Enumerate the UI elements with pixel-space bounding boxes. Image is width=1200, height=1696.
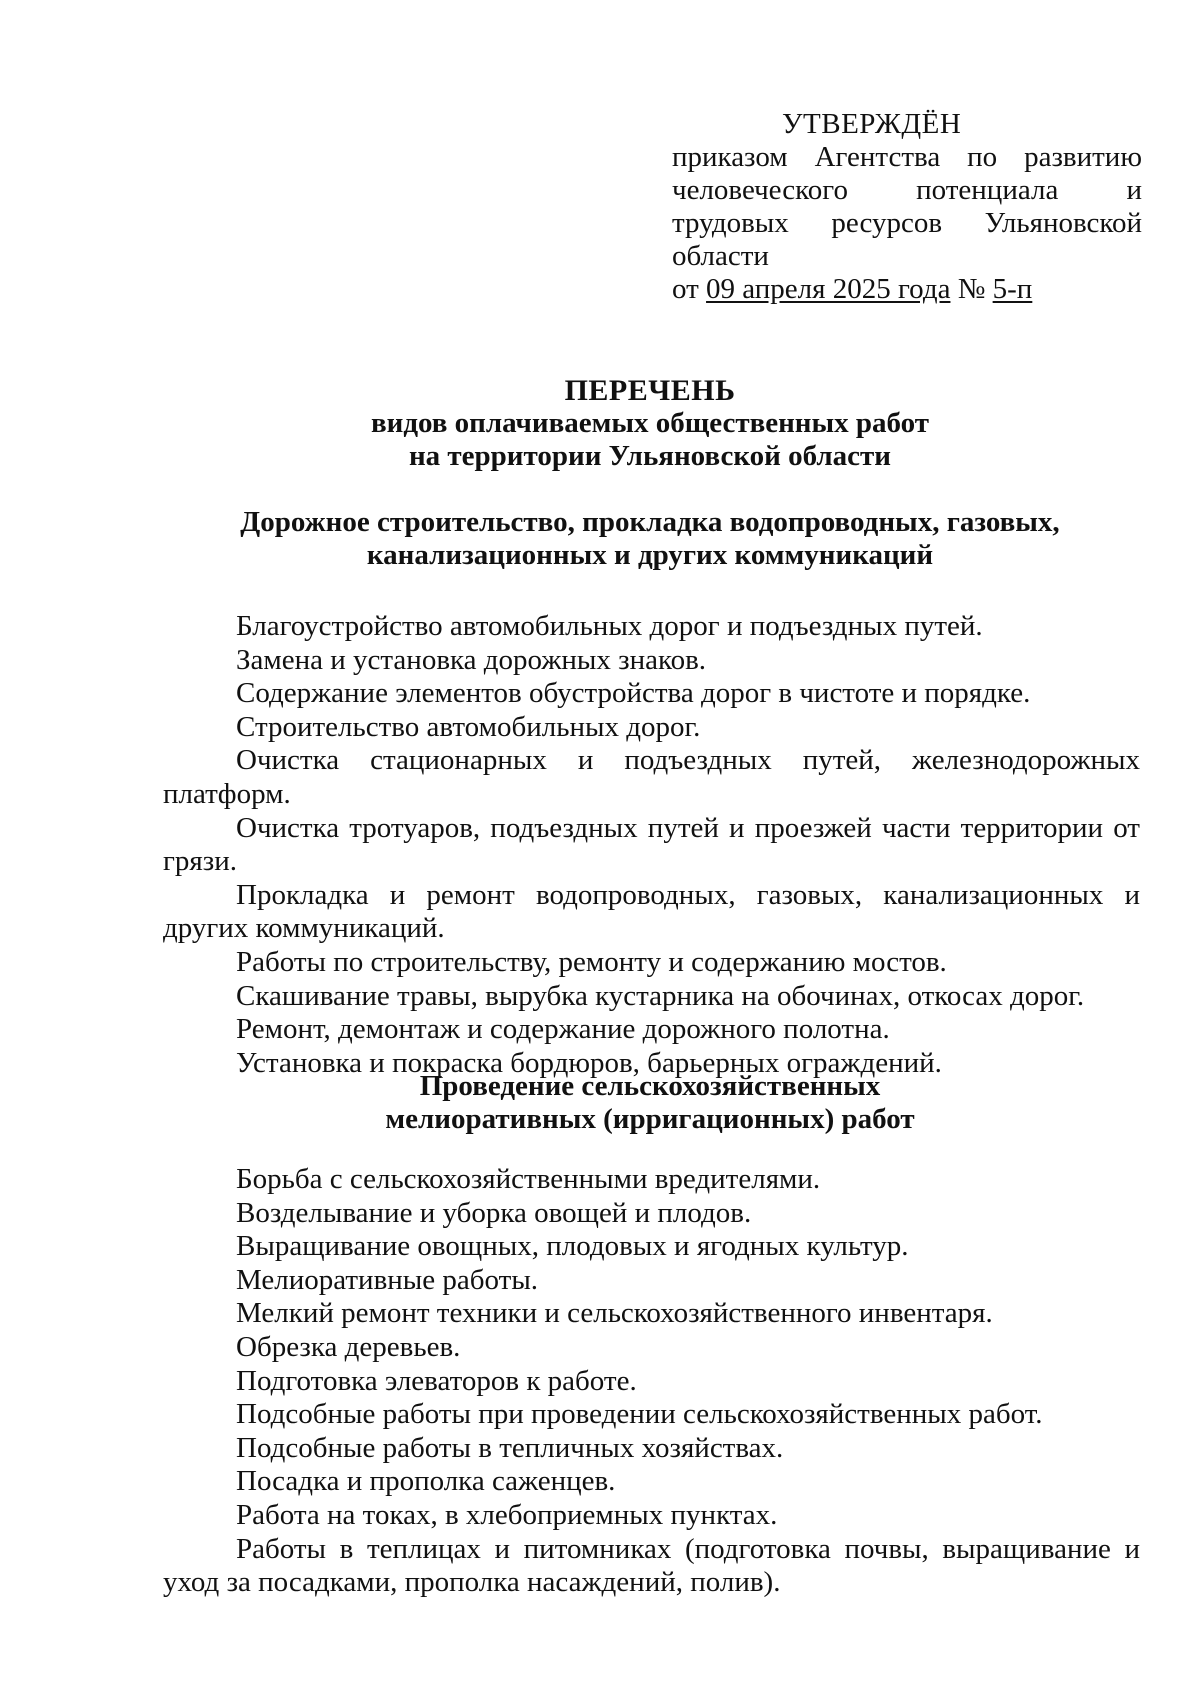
approval-title: УТВЕРЖДЁН [782,108,962,140]
number-prefix: № [950,273,993,305]
list-item: Подготовка элеваторов к работе. [236,1364,637,1397]
list-item: Обрезка деревьев. [236,1330,461,1363]
document-title: ПЕРЕЧЕНЬ [564,374,736,407]
list-item: Установка и покраска бордюров, барьерных ограждений. [236,1046,942,1079]
section-title-line: мелиоративных (ирригационных) работ [385,1103,915,1135]
list-item: Прокладка и ремонт водопроводных, газовых, канализационных и других коммуникаций. [163,878,1140,945]
date-prefix: от [672,273,707,305]
list-item: Строительство автомобильных дорог. [236,710,701,743]
approval-number: 5-п [992,273,1033,305]
approval-line: приказом Агентства по развитию [672,141,1142,173]
approval-line: трудовых ресурсов Ульяновской [672,207,1142,239]
section-title-line: канализационных и других коммуникаций [366,539,934,571]
list-item: Мелкий ремонт техники и сельскохозяйственного инвентаря. [236,1297,993,1330]
list-item: Очистка тротуаров, подъездных путей и проезжей части территории от грязи. [163,811,1140,878]
approval-line: человеческого потенциала и [672,174,1142,206]
approval-body [672,141,1142,306]
list-item: Работа на токах, в хлебоприемных пунктах. [236,1498,778,1531]
approval-date-line [672,273,1142,306]
list-item: Подсобные работы при проведении сельскохозяйственных работ. [236,1398,1043,1431]
list-item: Содержание элементов обустройства дорог в чистоте и порядке. [236,677,1031,710]
section-title-line: Проведение сельскохозяйственных [419,1070,881,1102]
approval-date: 09 апреля 2025 года [706,273,951,305]
list-item: Работы по строительству, ремонту и содержанию мостов. [236,945,947,978]
list-item: Скашивание травы, вырубка кустарника на обочинах, откосах дорог. [236,979,1085,1012]
list-item: Благоустройство автомобильных дорог и подъездных путей. [236,610,983,642]
list-item: Возделывание и уборка овощей и плодов. [236,1196,752,1229]
list-item: Подсобные работы в тепличных хозяйствах. [236,1431,784,1464]
list-item: Очистка стационарных и подъездных путей, железнодорожных платформ. [163,744,1140,810]
list-item: Мелиоративные работы. [236,1263,539,1296]
document-heading [160,374,1140,473]
list-item: Борьба с сельскохозяйственными вредителями. [236,1163,821,1195]
approval-stamp [672,108,1142,306]
section-heading-agriculture [160,1070,1140,1136]
approval-line: области [672,240,769,272]
list-item: Посадка и прополка саженцев. [236,1465,616,1498]
list-item: Замена и установка дорожных знаков. [236,643,707,676]
section-list-roads [163,610,1140,1080]
document-subtitle: видов оплачиваемых общественных работ [370,407,930,439]
list-item: Ремонт, демонтаж и содержание дорожного полотна. [236,1013,890,1046]
section-list-agriculture [163,1163,1140,1600]
section-heading-roads [160,506,1140,572]
list-item: Выращивание овощных, плодовых и ягодных культур. [236,1230,909,1263]
document-subtitle: на территории Ульяновской области [408,440,892,472]
list-item: Работы в теплицах и питомниках (подготовка почвы, выращивание и уход за посадками, прополка насаждений, полив). [163,1532,1140,1599]
section-title-line: Дорожное строительство, прокладка водопроводных, газовых, [240,506,1060,538]
